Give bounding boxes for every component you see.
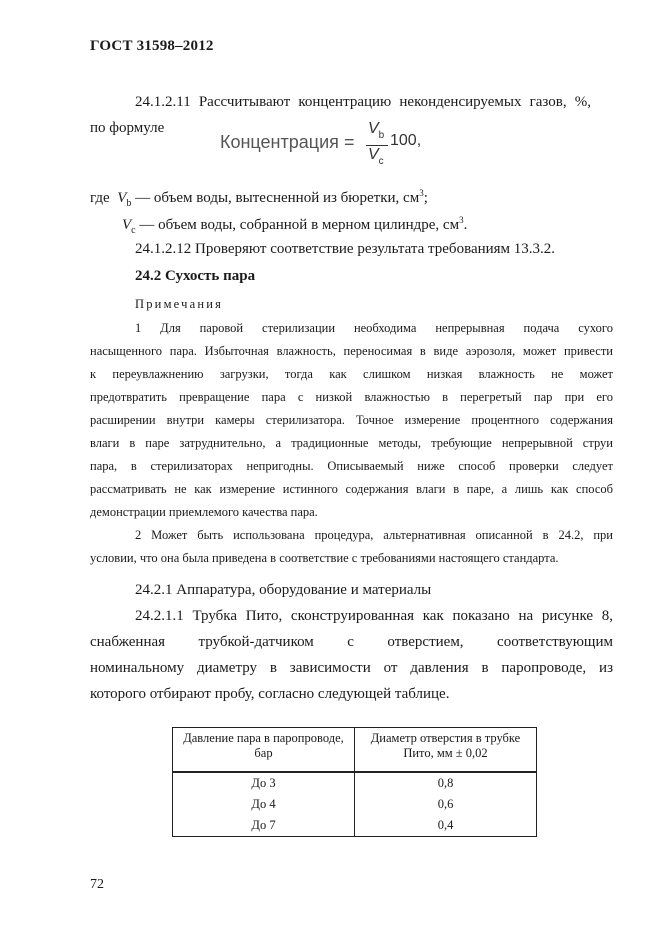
note-1 [90, 317, 613, 524]
note-1-line: влаги в паре затруднительно, а традиционные методы, требующие непрерывной струи [90, 436, 613, 450]
formula-label: Концентрация [220, 132, 339, 152]
note-1-line: 1 Для паровой стерилизации необходима непрерывная подача сухого [135, 321, 613, 335]
note-1-line: рассматривать не как измерение истинного содержания влаги в паре, а лишь как способ [90, 482, 613, 496]
table-row [173, 794, 537, 815]
table-cell-diameter: 0,8 [355, 772, 537, 794]
paragraph-24-2-1-1 [90, 603, 613, 707]
note-1-line: к переувлажнению загрузки, тогда как слишком низкая влажность не может [90, 367, 613, 381]
formula-numerator: $V_b$ [368, 120, 385, 141]
table-cell-pressure: До 3 [173, 772, 355, 794]
table-header-diameter: Диаметр отверстия в трубке Пито, мм ± 0,02 [355, 728, 537, 773]
document-header: ГОСТ 31598–2012 [90, 38, 214, 54]
table-row [173, 772, 537, 794]
table-header-pressure: Давление пара в паропроводе, бар [173, 728, 355, 773]
table-row [173, 815, 537, 837]
table-cell-pressure: До 7 [173, 815, 355, 837]
note-2-line: условии, что она была приведена в соответствие с требованиями настоящего стандарта. [90, 551, 559, 565]
table-header-row [173, 728, 537, 773]
concentration-formula [220, 120, 480, 180]
note-1-line: предотвратить превращение пара с низкой влажностью в перегретый пар при его [90, 390, 613, 404]
page-number: 72 [90, 877, 104, 892]
note-1-line: насыщенного пара. Избыточная влажность, переносимая в виде аэрозоля, может привести [90, 344, 613, 358]
formula-equals: = [344, 132, 355, 152]
where-var2-line: $V_c$ — объем воды, собранной в мерном цилиндре, $см^3$. [122, 215, 468, 236]
where-var1-line: где $V_b$ — объем воды, вытесненной из бюретки, $см^3$; [90, 188, 428, 209]
paragraph-24-2-1-1-line: 24.2.1.1 Трубка Пито, сконструированная как показано на рисунке 8, [135, 608, 613, 624]
paragraph-24-2-1-1-line: снабженная трубкой-датчиком с отверстием, соответствующим [90, 634, 613, 650]
paragraph-24-2-1-1-line: номинальному диаметру в зависимости от давления в паропроводе, из [90, 660, 613, 676]
note-1-line: пара, в стерилизаторах непригодны. Описываемый ниже способ проверки следует [90, 459, 613, 473]
paragraph-24-2-1: 24.2.1 Аппаратура, оборудование и материалы [135, 582, 432, 598]
table-cell-diameter: 0,4 [355, 815, 537, 837]
formula-multiplier: 100, [390, 132, 422, 149]
note-2 [90, 524, 613, 570]
pitot-diameter-table [172, 727, 537, 837]
paragraph-24-2-1-1-line: которого отбирают пробу, согласно следующей таблице. [90, 686, 450, 702]
paragraph-24-1-2-11-line2: по формуле [90, 120, 165, 136]
formula-denominator: $V_c$ [368, 146, 384, 167]
note-2-line: 2 Может быть использована процедура, альтернативная описанной в 24.2, при [135, 528, 613, 542]
note-1-line: расширении внутри камеры стерилизатора. Точное измерение процентного содержания [90, 413, 613, 427]
note-1-line: демонстрации приемлемого качества пара. [90, 505, 318, 519]
paragraph-24-1-2-11-line1: 24.1.2.11 Рассчитывают концентрацию неконденсируемых газов, %, [135, 94, 591, 110]
table-cell-diameter: 0,6 [355, 794, 537, 815]
paragraph-24-1-2-12: 24.1.2.12 Проверяют соответствие результата требованиям 13.3.2. [135, 241, 556, 257]
notes-heading: Примечания [135, 297, 224, 311]
section-heading-24-2: 24.2 Сухость пара [135, 268, 256, 284]
table-cell-pressure: До 4 [173, 794, 355, 815]
